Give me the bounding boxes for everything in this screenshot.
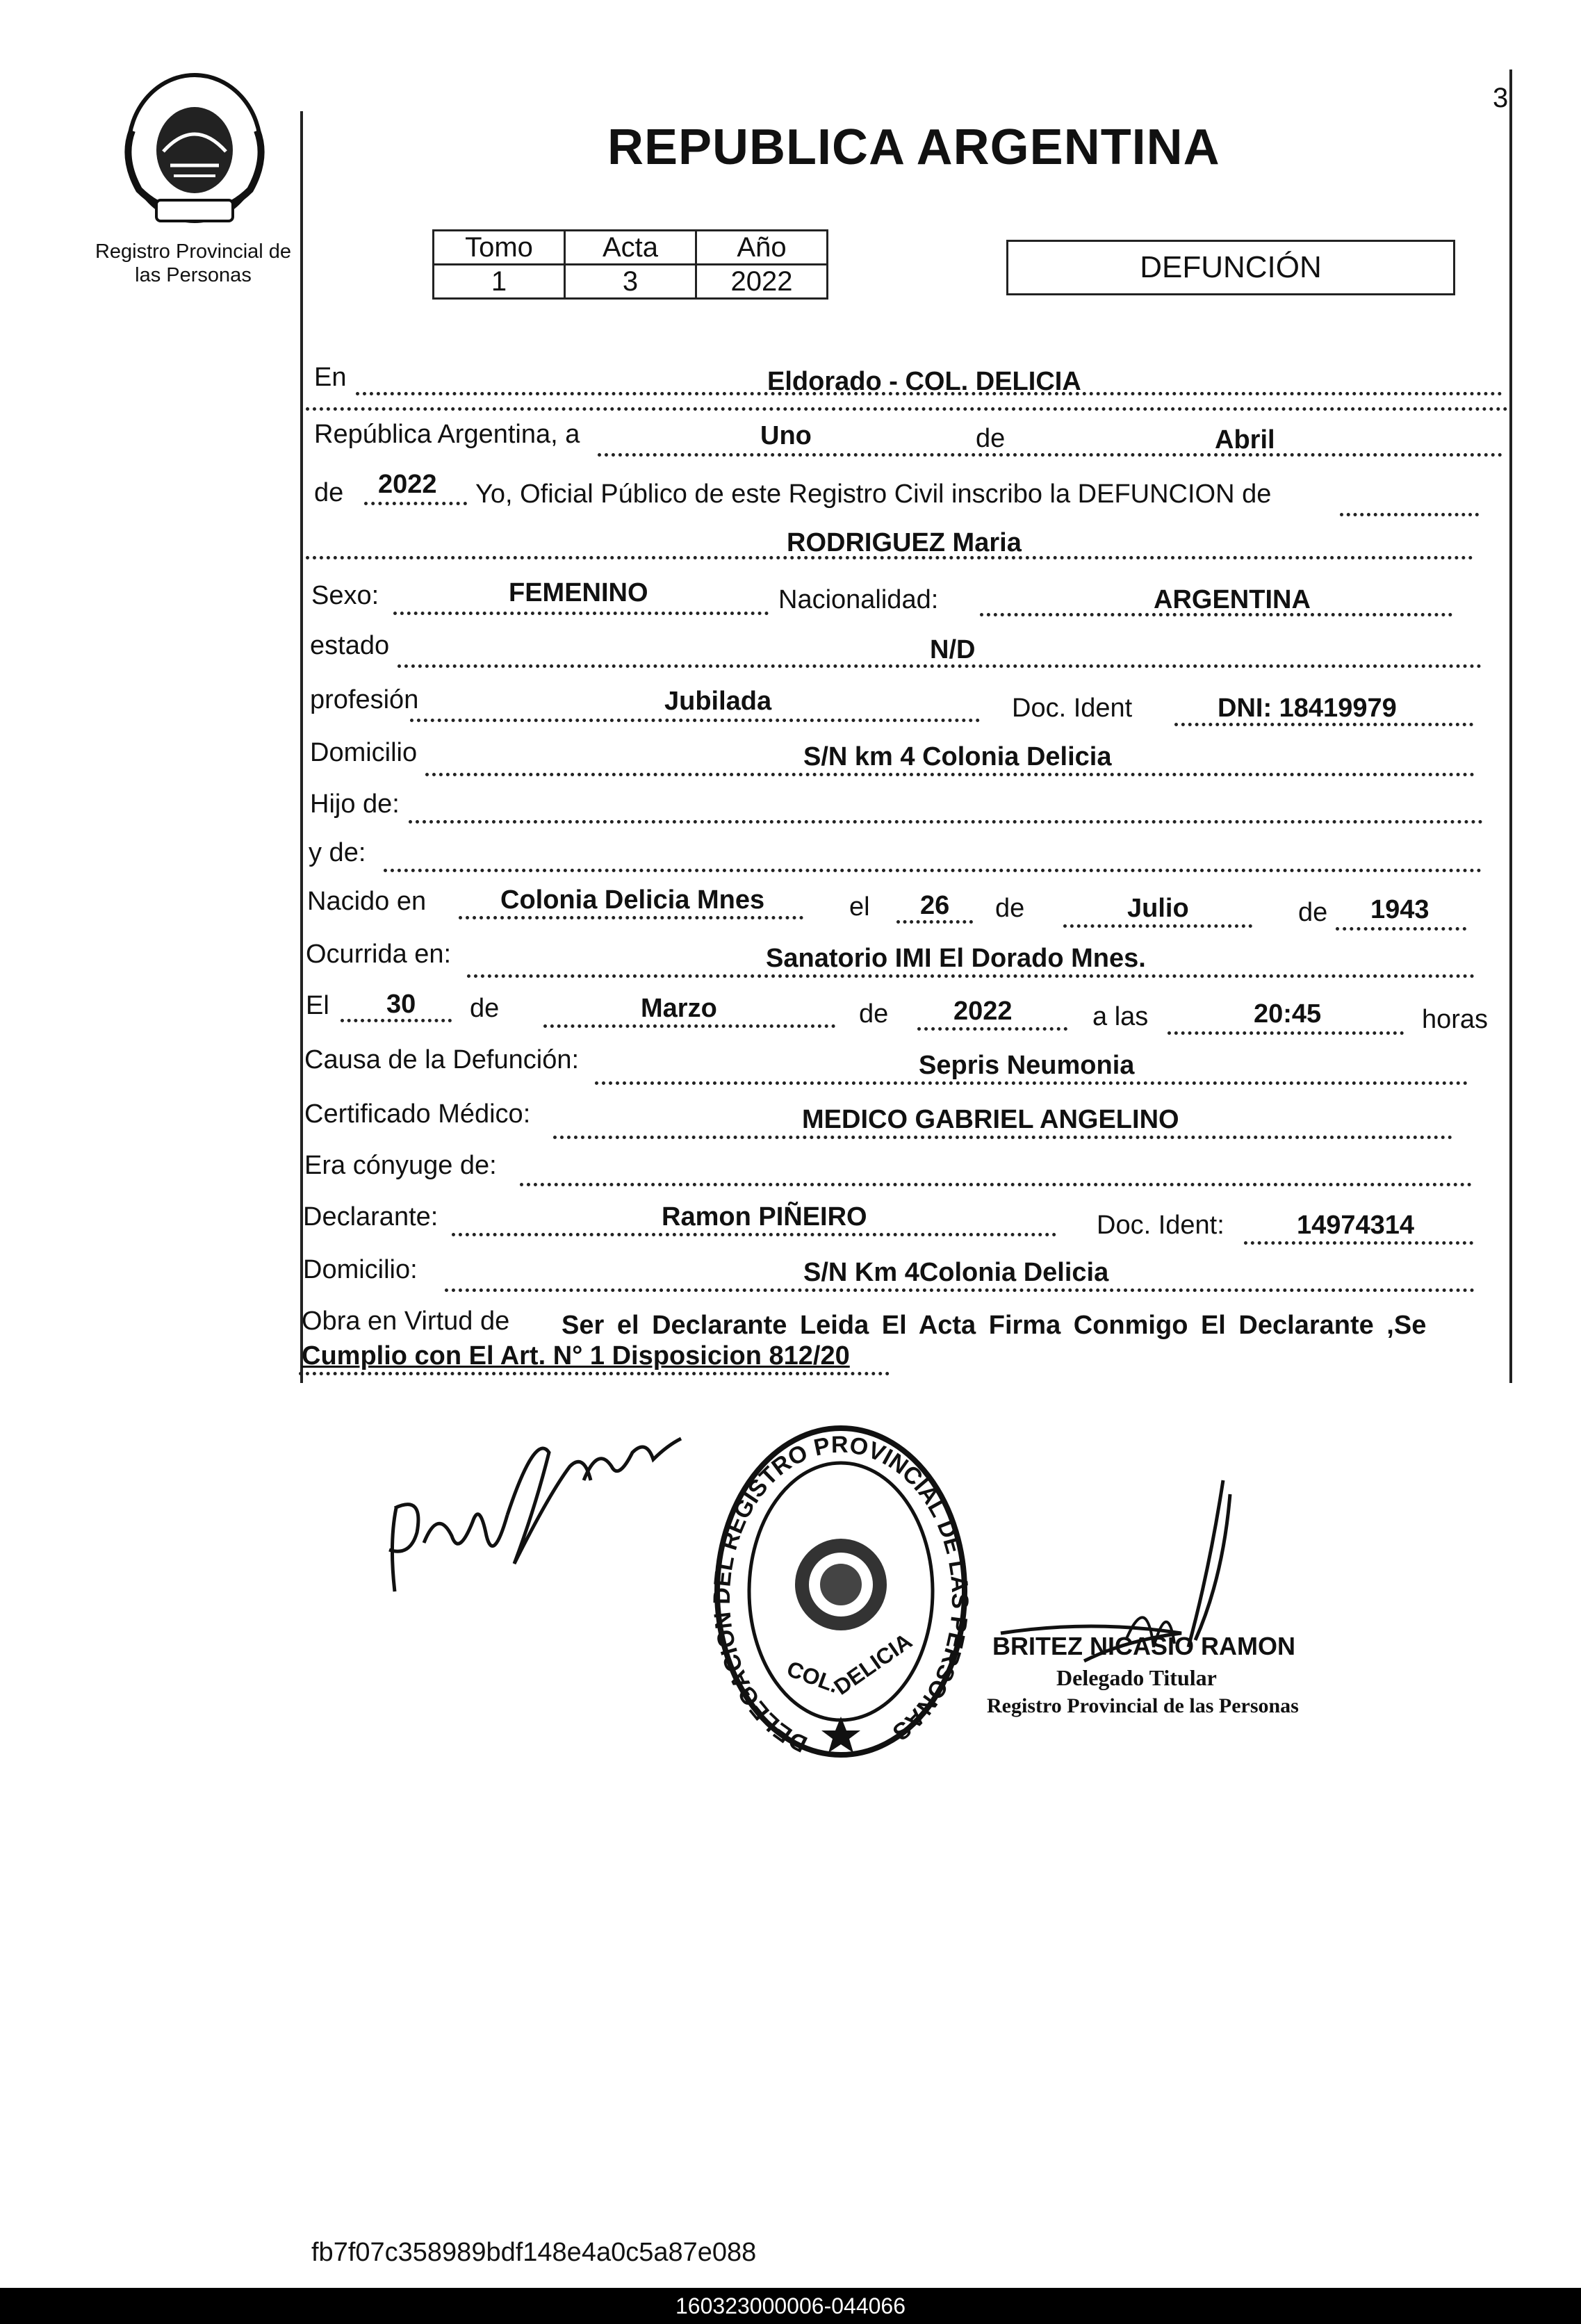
- label-yo-oficial: Yo, Oficial Público de este Registro Civil inscribo la DEFUNCION de: [475, 480, 1272, 509]
- label-nacionalidad: Nacionalidad:: [778, 585, 939, 614]
- death-time-value: 20:45: [1254, 999, 1322, 1029]
- folio-code: fb7f07c358989bdf148e4a0c5a87e088: [311, 2238, 757, 2267]
- label-de: de: [995, 894, 1025, 923]
- label-de: de: [470, 994, 500, 1023]
- record-type-box: DEFUNCIÓN: [1006, 240, 1455, 295]
- reference-header-row: [434, 231, 828, 265]
- label-obra: Obra en Virtud de: [302, 1307, 510, 1336]
- page-title: REPUBLICA ARGENTINA: [607, 120, 1220, 175]
- death-month-value: Marzo: [641, 994, 717, 1023]
- label-doc-ident: Doc. Ident: [1012, 694, 1133, 723]
- month-value: Abril: [1215, 425, 1275, 455]
- dotted-line: [445, 1288, 1475, 1292]
- dotted-line: [425, 773, 1475, 776]
- address-value: S/N km 4 Colonia Delicia: [803, 742, 1112, 771]
- dotted-line: [299, 1372, 890, 1375]
- sex-value: FEMENINO: [509, 578, 648, 607]
- label-nacido-en: Nacido en: [307, 887, 427, 916]
- label-estado: estado: [310, 631, 390, 660]
- dotted-line: [459, 916, 803, 919]
- profession-value: Jubilada: [664, 687, 772, 716]
- right-frame-line: [1509, 69, 1512, 1383]
- official-role: Delegado Titular: [1056, 1665, 1217, 1690]
- label-declarante: Declarante:: [303, 1202, 439, 1231]
- label-y-de: y de:: [309, 838, 366, 867]
- cause-value: Sepris Neumonia: [919, 1051, 1135, 1080]
- birth-place-value: Colonia Delicia Mnes: [500, 885, 765, 915]
- dotted-line: [409, 820, 1483, 824]
- acta-header: Acta: [565, 231, 696, 265]
- dotted-line: [452, 1233, 1056, 1236]
- dotted-line: [1174, 723, 1473, 726]
- birth-month-value: Julio: [1127, 894, 1189, 923]
- document-value: DNI: 18419979: [1218, 694, 1397, 723]
- dotted-line: [341, 1019, 452, 1022]
- place-value: Eldorado - COL. DELICIA: [767, 367, 1081, 396]
- tomo-value: 1: [434, 265, 565, 299]
- dotted-line: [364, 502, 467, 505]
- dotted-line: [306, 407, 1508, 411]
- label-domicilio: Domicilio: [310, 738, 418, 767]
- left-frame-line: [300, 111, 303, 1383]
- birth-day-value: 26: [920, 891, 950, 920]
- death-year-value: 2022: [953, 997, 1013, 1026]
- dotted-line: [467, 974, 1475, 978]
- official-stamp: [709, 1418, 973, 1765]
- misiones-logo: [115, 68, 275, 228]
- declarant-doc-value: 14974314: [1297, 1211, 1415, 1240]
- label-doc-ident-declarant: Doc. Ident:: [1097, 1211, 1224, 1240]
- dotted-line: [896, 920, 973, 924]
- death-day-value: 30: [386, 990, 416, 1019]
- dotted-line: [917, 1027, 1067, 1031]
- dotted-line: [410, 719, 980, 722]
- reference-value-row: [434, 265, 828, 299]
- dotted-line: [398, 664, 1482, 668]
- dotted-line: [1244, 1241, 1473, 1245]
- dotted-line: [1340, 513, 1479, 516]
- label-el-cap: El: [306, 991, 329, 1020]
- label-hijo-de: Hijo de:: [310, 789, 400, 819]
- dotted-line: [980, 613, 1452, 616]
- dotted-line: [1168, 1031, 1404, 1035]
- dotted-line: [1336, 927, 1466, 931]
- record-reference-table: [432, 229, 828, 300]
- acta-value: 3: [565, 265, 696, 299]
- label-en: En: [314, 363, 347, 392]
- year-value: 2022: [378, 470, 437, 499]
- label-de: de: [314, 478, 344, 507]
- doctor-value: MEDICO GABRIEL ANGELINO: [802, 1105, 1179, 1134]
- dotted-line: [543, 1024, 835, 1028]
- nationality-value: ARGENTINA: [1154, 585, 1311, 614]
- official-name: BRITEZ NICASIO RAMON: [992, 1632, 1295, 1660]
- official-office: Registro Provincial de las Personas: [987, 1694, 1299, 1717]
- label-de: de: [859, 999, 889, 1029]
- dotted-line: [595, 1081, 1468, 1085]
- label-republica: República Argentina, a: [314, 420, 580, 449]
- birth-year-value: 1943: [1370, 895, 1430, 924]
- label-profesion: profesión: [310, 685, 419, 714]
- label-certificado: Certificado Médico:: [304, 1099, 531, 1129]
- label-sexo: Sexo:: [311, 581, 379, 610]
- registry-caption: Registro Provincial de las Personas: [95, 240, 292, 286]
- day-value: Uno: [760, 421, 812, 450]
- label-el: el: [849, 892, 870, 922]
- marital-status-value: N/D: [930, 635, 976, 664]
- obra-text-line-1: Ser el Declarante Leida El Acta Firma Conmigo El Declarante ,Se: [562, 1311, 1427, 1340]
- label-a-las: a las: [1092, 1002, 1149, 1031]
- dotted-line: [553, 1136, 1452, 1139]
- tomo-header: Tomo: [434, 231, 565, 265]
- declarant-address-value: S/N Km 4Colonia Delicia: [803, 1258, 1109, 1287]
- svg-text:COL.: COL.: [783, 1655, 842, 1698]
- document-code: 160323000006-044066: [675, 2293, 906, 2318]
- label-conyuge: Era cónyuge de:: [304, 1151, 497, 1180]
- anio-value: 2022: [696, 265, 828, 299]
- label-de: de: [976, 424, 1006, 453]
- label-domicilio-declarante: Domicilio:: [303, 1255, 418, 1284]
- deceased-name-value: RODRIGUEZ Maria: [787, 528, 1022, 557]
- dotted-line: [384, 869, 1482, 872]
- dotted-line: [520, 1183, 1472, 1186]
- label-causa: Causa de la Defunción:: [304, 1045, 580, 1074]
- dotted-line: [1063, 924, 1252, 928]
- label-de: de: [1298, 898, 1328, 927]
- svg-text:DELICIA: DELICIA: [829, 1628, 917, 1700]
- death-place-value: Sanatorio IMI El Dorado Mnes.: [766, 944, 1146, 973]
- dotted-line: [598, 453, 1502, 457]
- svg-text:DELEGACION DEL REGISTRO PROVIN: DELEGACION DEL REGISTRO PROVINCIAL DE LAS PERSONAS: [709, 1431, 973, 1758]
- dotted-line: [393, 612, 769, 615]
- obra-text-line-2: Cumplio con El Art. N° 1 Disposicion 812/20: [302, 1341, 850, 1370]
- declarant-value: Ramon PIÑEIRO: [662, 1202, 867, 1231]
- dotted-line: [306, 556, 1473, 559]
- declarant-signature: [375, 1404, 688, 1605]
- label-horas: horas: [1422, 1005, 1489, 1034]
- label-ocurrida-en: Ocurrida en:: [306, 940, 452, 969]
- page-number: 3: [1493, 83, 1509, 113]
- anio-header: Año: [696, 231, 828, 265]
